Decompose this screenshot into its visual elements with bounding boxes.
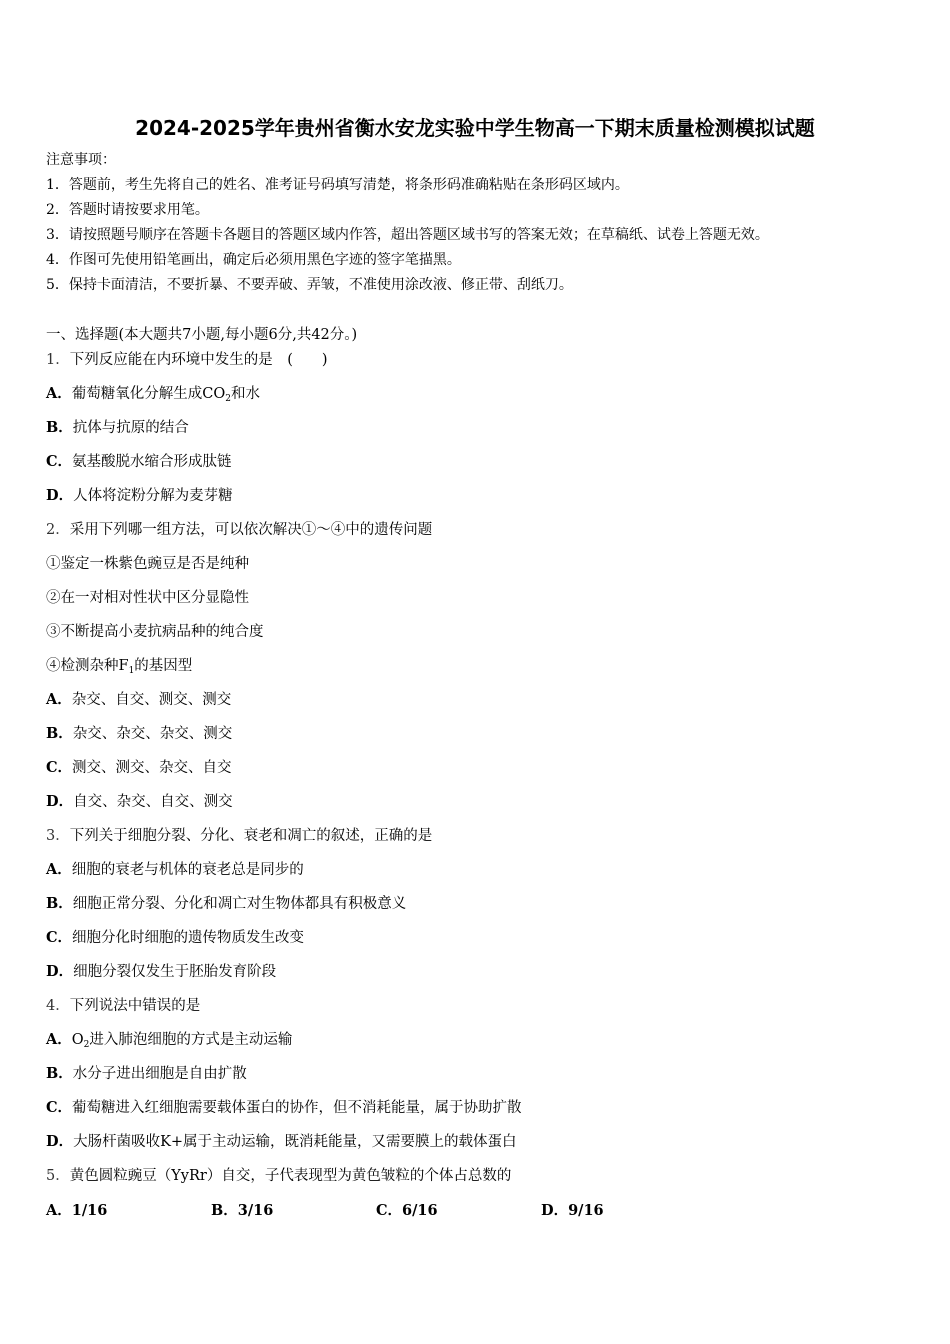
option-label: C．	[46, 929, 73, 946]
question-number: 4．	[46, 998, 70, 1014]
subscript: 1	[128, 666, 135, 676]
option-label: B．	[46, 1065, 73, 1082]
notice-item: 3．请按照题号顺序在答题卡各题目的答题区域内作答，超出答题区域书写的答案无效；在草稿纸、试卷上答题无效。	[46, 227, 769, 243]
option-label: D．	[46, 487, 74, 504]
q2-option-a	[46, 690, 231, 710]
q4-option-b	[46, 1064, 247, 1084]
option-text: 人体将淀粉分解为麦芽糖	[73, 488, 233, 504]
q5-option-a	[46, 1201, 211, 1221]
question-stem: 下列关于细胞分裂、分化、衰老和凋亡的叙述，正确的是	[69, 828, 433, 844]
option-label: D．	[46, 793, 74, 810]
option-label: A．	[46, 691, 72, 708]
option-label: A．	[46, 1202, 72, 1219]
option-text: 葡萄糖进入红细胞需要载体蛋白的协作，但不消耗能量，属于协助扩散	[72, 1100, 522, 1116]
option-label: A．	[46, 861, 72, 878]
q3-option-d	[46, 962, 276, 982]
option-label: C．	[376, 1202, 403, 1219]
option-label: B．	[46, 419, 73, 436]
statement-text: 的基因型	[134, 658, 193, 674]
question-stem: 黄色圆粒豌豆（YyRr）自交，子代表现型为黄色皱粒的个体占总数的	[69, 1168, 512, 1184]
q4-option-a	[46, 1030, 292, 1055]
option-text: 杂交、自交、测交、测交	[71, 692, 232, 708]
option-text: 3/16	[237, 1202, 274, 1219]
q5-option-d	[541, 1201, 604, 1221]
q5-option-c	[376, 1201, 541, 1221]
question-3	[46, 826, 432, 846]
notice-heading: 注意事项：	[46, 152, 116, 168]
q2-statement-1: ①鉴定一株紫色豌豆是否是纯种	[46, 556, 249, 572]
option-text: 细胞分裂仅发生于胚胎发育阶段	[73, 964, 277, 980]
option-text: 大肠杆菌吸收K+属于主动运输，既消耗能量，又需要膜上的载体蛋白	[73, 1134, 517, 1150]
notice-item: 2．答题时请按要求用笔。	[46, 202, 209, 218]
notice-item: 1．答题前，考生先将自己的姓名、准考证号码填写清楚，将条形码准确粘贴在条形码区域内。	[46, 177, 629, 193]
statement-text: ④检测杂种F	[46, 658, 129, 674]
q4-option-d	[46, 1132, 517, 1152]
option-text: 细胞分化时细胞的遗传物质发生改变	[72, 930, 305, 946]
option-label: B．	[46, 725, 73, 742]
q2-option-c	[46, 758, 232, 778]
option-label: A．	[46, 1031, 72, 1048]
q2-statement-4	[46, 656, 192, 681]
notice-item: 4．作图可先使用铅笔画出，确定后必须用黑色字迹的签字笔描黑。	[46, 252, 461, 268]
option-text: 自交、杂交、自交、测交	[73, 794, 233, 810]
option-text: 细胞正常分裂、分化和凋亡对生物体都具有积极意义	[72, 896, 407, 912]
question-stem: 下列说法中错误的是	[69, 998, 201, 1014]
q1-option-a	[46, 384, 260, 409]
question-stem: 采用下列哪一组方法，可以依次解决①～④中的遗传问题	[69, 522, 433, 538]
option-text: 葡萄糖氧化分解生成CO	[71, 386, 226, 402]
option-label: B．	[211, 1202, 238, 1219]
option-text: 测交、测交、杂交、自交	[72, 760, 232, 776]
q2-option-b	[46, 724, 232, 744]
question-1	[46, 350, 328, 370]
option-label: D．	[46, 1133, 74, 1150]
option-label: C．	[46, 1099, 73, 1116]
option-label: B．	[46, 895, 73, 912]
question-4	[46, 996, 200, 1016]
q5-option-b	[211, 1201, 376, 1221]
question-number: 2．	[46, 522, 70, 538]
option-text: O	[71, 1032, 84, 1048]
q1-option-c	[46, 452, 232, 472]
option-text: 进入肺泡细胞的方式是主动运输	[89, 1032, 293, 1048]
option-text: 9/16	[568, 1202, 604, 1219]
section-heading: 一、选择题(本大题共7小题,每小题6分,共42分。)	[46, 327, 358, 343]
question-stem: 下列反应能在内环境中发生的是 ( )	[69, 352, 328, 368]
subscript: 2	[225, 394, 231, 404]
q2-option-d	[46, 792, 233, 812]
option-label: C．	[46, 759, 73, 776]
q3-option-c	[46, 928, 304, 948]
question-5	[46, 1166, 511, 1186]
q3-option-b	[46, 894, 406, 914]
q1-option-d	[46, 486, 233, 506]
option-text: 水分子进出细胞是自由扩散	[72, 1066, 247, 1082]
option-text: 杂交、杂交、杂交、测交	[72, 726, 233, 742]
option-text: 抗体与抗原的结合	[72, 420, 189, 436]
question-number: 1．	[46, 352, 70, 368]
q4-option-c	[46, 1098, 522, 1118]
option-label: D．	[46, 963, 74, 980]
q5-options	[46, 1201, 604, 1221]
notice-item: 5．保持卡面清洁，不要折暴、不要弄破、弄皱，不准使用涂改液、修正带、刮纸刀。	[46, 277, 573, 293]
subscript: 2	[83, 1040, 90, 1050]
question-2	[46, 520, 432, 540]
option-text: 氨基酸脱水缩合形成肽链	[72, 454, 232, 470]
option-text: 细胞的衰老与机体的衰老总是同步的	[71, 862, 304, 878]
option-text: 6/16	[402, 1202, 438, 1219]
question-number: 3．	[46, 828, 70, 844]
option-label: C．	[46, 453, 73, 470]
question-number: 5．	[46, 1168, 70, 1184]
option-text: 1/16	[71, 1202, 108, 1219]
q3-option-a	[46, 860, 304, 880]
option-label: A．	[46, 385, 72, 402]
q1-option-b	[46, 418, 189, 438]
option-label: D．	[541, 1202, 569, 1219]
q2-statement-3: ③不断提高小麦抗病品种的纯合度	[46, 624, 264, 640]
page-title: 2024-2025学年贵州省衡水安龙实验中学生物高一下期末质量检测模拟试题	[135, 116, 815, 140]
option-text: 和水	[230, 386, 260, 402]
q2-statement-2: ②在一对相对性状中区分显隐性	[46, 590, 249, 606]
